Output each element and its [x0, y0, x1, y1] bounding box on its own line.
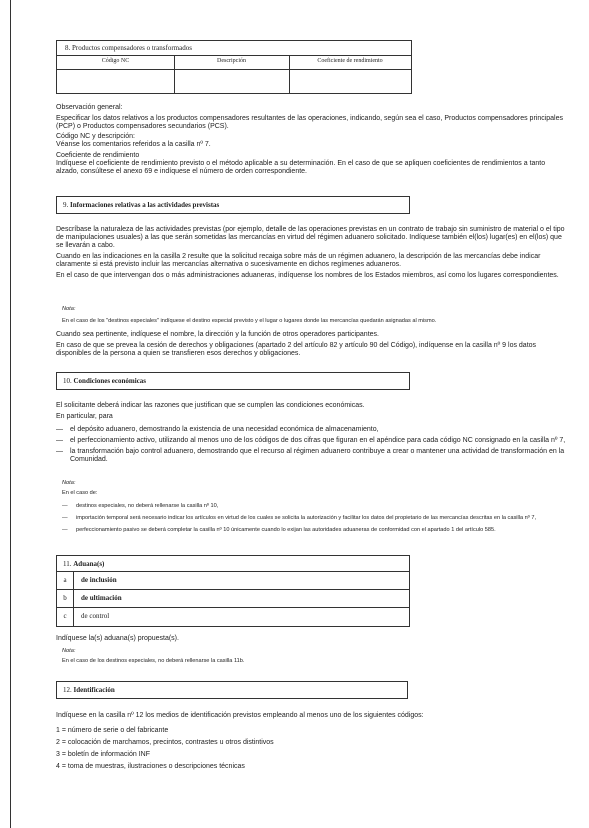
- s12-code-1: 1 = número de serie o del fabricante: [56, 727, 169, 734]
- s11-p1: Indíquese la(s) aduana(s) propuesta(s).: [56, 635, 179, 642]
- aduana-row-c: c de control: [63, 612, 110, 620]
- s12-code-2: 2 = colocación de marchamos, precintos, contrastes u otros distintivos: [56, 739, 274, 746]
- list-item: — destinos especiales, no deberá rellenarse la casilla nº 10,: [62, 503, 219, 509]
- column-header-descripcion: Descripción: [217, 58, 246, 64]
- s10-item-3: la transformación bajo control aduanero, demostrando que el recurso al régimen aduanero contribuye a crear o mantener una actividad de transformación en la Comunidad.: [70, 448, 565, 463]
- codigo-text: Véanse los comentarios referidos a la casilla nº 7.: [56, 141, 211, 148]
- section12-num: 12.: [63, 686, 72, 694]
- aduana-row-b: b de ultimación: [63, 594, 122, 602]
- s11-nota-text: En el caso de los destinos especiales, no deberá rellenarse la casilla 11b.: [62, 658, 245, 664]
- section9-num: 9.: [63, 201, 69, 209]
- list-item: — el depósito aduanero, demostrando la existencia de una necesidad económica de almacenamiento,: [56, 426, 379, 433]
- section10-title: Condiciones económicas: [73, 377, 147, 385]
- s9-nota-label: Nota:: [62, 306, 76, 312]
- margin-line: [10, 0, 11, 828]
- s9-p2: Cuando en las indicaciones en la casilla 2 resulte que la solicitud recaiga sobre más de un régimen aduanero, la descripción de las mercancías debe indicar claramente si está previsto incluir las mercancías alternativa o sucesivamente en dichos regímenes aduaneros.: [56, 253, 541, 268]
- s10-item-2: el perfeccionamiento activo, utilizando al menos uno de los códigos de dos cifras que figuran en el apéndice para cada código NC consignado en la casilla nº 7,: [70, 437, 566, 444]
- s10-nota-item-1: destinos especiales, no deberá rellenarse la casilla nº 10,: [76, 503, 219, 509]
- section10-num: 10.: [63, 377, 72, 385]
- section12-title-box: [56, 681, 408, 699]
- section9-title-box: [56, 196, 410, 214]
- section11-num: 11.: [63, 560, 72, 568]
- s11-nota-label: Nota:: [62, 648, 76, 654]
- section11-title: Aduana(s): [73, 560, 105, 568]
- obs-heading: Observación general:: [56, 104, 123, 111]
- list-item: — perfeccionamiento pasivo se deberá completar la casilla nº 10 únicamente cuando lo exijan las autoridades aduaneras de conformidad con el apartado 1 del artículo 585.: [62, 527, 496, 533]
- s9-p5: En caso de que se prevea la cesión de derechos y obligaciones (apartado 2 del artículo 82 y artículo 90 del Código), indíquense en la casilla nº 9 los datos disponibles de la persona a quien se transfieren esos derechos y obligaciones.: [56, 342, 537, 357]
- section9-title: Informaciones relativas a las actividades previstas: [70, 201, 220, 209]
- s9-nota-text: En el caso de los "destinos especiales" indíquese el destino especial previsto y el lugar o lugares donde las mercancías quedarán asignadas al mismo.: [62, 318, 437, 324]
- aduana-row-a: a de inclusión: [63, 576, 117, 584]
- s12-code-3: 3 = boletín de información INF: [56, 751, 150, 758]
- codigo-heading: Código NC y descripción:: [56, 133, 135, 140]
- s9-p3: En el caso de que intervengan dos o más administraciones aduaneras, indíquense los nombres de los Estados miembros, así como los lugares correspondientes.: [56, 272, 559, 279]
- coef-text: Indíquese el coeficiente de rendimiento previsto o el método aplicable a su determinación. En el caso de que se apliquen coeficientes de rendimientos a tanto alzado, consúltese el anexo 69 e indíquese el número de orden correspondiente.: [56, 160, 546, 175]
- list-item: — el perfeccionamiento activo, utilizando al menos uno de los códigos de dos cifras que figuran en el apéndice para cada código NC consignado en la casilla nº 7,: [56, 437, 566, 444]
- s10-nota-item-2: importación temporal será necesario indicar los artículos en virtud de los cuales se solicita la autorización y facilitar los datos del propietario de las mercancías descritas en la casilla nº 7,: [76, 515, 537, 521]
- s10-item-1: el depósito aduanero, demostrando la existencia de una necesidad económica de almacenamiento,: [70, 426, 379, 433]
- s9-p4: Cuando sea pertinente, indíquese el nombre, la dirección y la función de otros operadores participantes.: [56, 331, 379, 338]
- s10-nota-intro: En el caso de:: [62, 490, 98, 496]
- section8-title: 8. Productos compensadores o transformados: [65, 44, 192, 52]
- s10-p1: El solicitante deberá indicar las razones que justifican que se cumplen las condiciones económicas.: [56, 402, 365, 409]
- section11-header: [63, 560, 104, 568]
- column-header-coeficiente: Coeficiente de rendimiento: [317, 58, 383, 64]
- coef-heading: Coeficiente de rendimiento: [56, 152, 140, 159]
- list-item: — importación temporal será necesario indicar los artículos en virtud de los cuales se solicita la autorización y facilitar los datos del propietario de las mercancías descritas en la casilla nº 7,: [62, 515, 537, 521]
- section12-title: Identificación: [73, 686, 115, 694]
- section10-title-box: [56, 372, 410, 390]
- list-item: — la transformación bajo control aduanero, demostrando que el recurso al régimen aduanero contribuye a crear o mantener una actividad de transformación en la Comunidad.: [56, 448, 565, 463]
- s10-nota-label: Nota:: [62, 480, 76, 486]
- section11-box: [56, 555, 410, 627]
- s12-p1: Indíquese en la casilla nº 12 los medios de identificación previstos empleando al menos uno de los siguientes códigos:: [56, 712, 424, 719]
- s10-nota-item-3: perfeccionamiento pasivo se deberá completar la casilla nº 10 únicamente cuando lo exijan las autoridades aduaneras de conformidad con el apartado 1 del artículo 585.: [76, 527, 496, 533]
- obs-text: Especificar los datos relativos a los productos compensadores resultantes de las operaciones, indicando, según sea el caso, Productos compensadores principales (PCP) o Productos compensadores secundarios (PCS).: [56, 115, 564, 130]
- column-header-codigo: Código NC: [101, 58, 130, 64]
- s10-p2: En particular, para: [56, 413, 113, 420]
- s12-code-4: 4 = toma de muestras, ilustraciones o descripciones técnicas: [56, 763, 245, 770]
- section8-box: [56, 40, 412, 94]
- s9-p1: Descríbase la naturaleza de las actividades previstas (por ejemplo, detalle de las operaciones previstas en un contrato de trabajo sin suministro de material o el tipo de manipulaciones usuales) a las que serán sometidas las mercancías en virtud del régimen aduanero solicitado. Indíquese también el(los) lugar(es) en el(los) que se llevarán a cabo.: [56, 226, 565, 249]
